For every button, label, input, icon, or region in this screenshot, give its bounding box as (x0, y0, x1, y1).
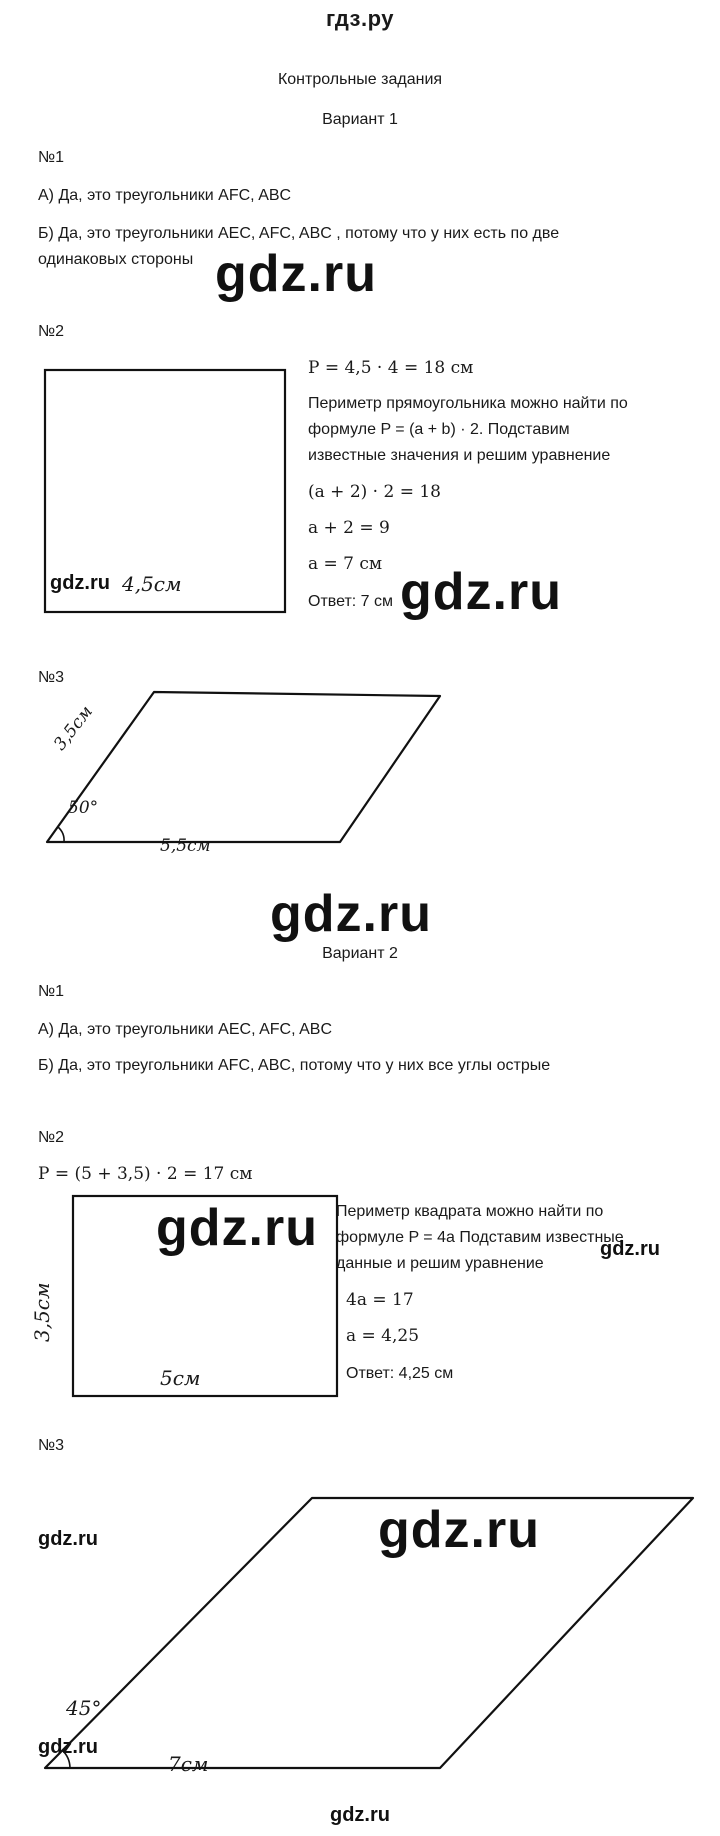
v2-task3-base-label: 7см (168, 1752, 209, 1776)
v1-task3-parallelogram (47, 692, 440, 842)
v1-task2-side-label: 4,5см (122, 572, 182, 596)
v2-task3-parallelogram (45, 1498, 693, 1768)
variant1-title: Вариант 1 (322, 111, 398, 128)
watermark: gdz.ru (215, 245, 377, 303)
v1-task2-eq2: a + 2 = 9 (308, 518, 390, 538)
watermark: gdz.ru (50, 572, 110, 594)
v1-task1-answer-b-line1: Б) Да, это треугольники AEC, AFC, ABC , потому что у них есть по две (38, 225, 560, 242)
v2-task1-number: №1 (38, 983, 65, 1000)
v2-task3-angle-arc (62, 1750, 70, 1768)
v2-task2-base-label: 5см (160, 1366, 201, 1390)
watermark: gdz.ru (156, 1199, 318, 1257)
v2-task2-text-line3: данные и решим уравнение (336, 1255, 544, 1272)
v1-task2-text-line1: Периметр прямоугольника можно найти по (308, 395, 628, 412)
v1-task2-number: №2 (38, 323, 65, 340)
v2-task3-number: №3 (38, 1437, 65, 1454)
v2-task2-eq2: a = 4,25 (346, 1326, 420, 1346)
watermark: gdz.ru (270, 885, 432, 943)
watermark: gdz.ru (400, 563, 562, 621)
v1-task3-base-label: 5,5см (160, 836, 211, 856)
v1-task2-formula: P = 4,5 · 4 = 18 см (308, 358, 474, 378)
v2-task2-answer: Ответ: 4,25 см (346, 1365, 454, 1382)
v1-task3-side-label: 3,5см (50, 702, 97, 755)
variant2-title: Вариант 2 (322, 945, 398, 962)
watermark: gdz.ru (38, 1528, 98, 1550)
watermark: gdz.ru (38, 1736, 98, 1758)
v2-task2-text-line1: Периметр квадрата можно найти по (336, 1203, 604, 1220)
footer-watermark: gdz.ru (330, 1804, 390, 1826)
v1-task3-angle-label: 50° (68, 798, 99, 818)
watermark: gdz.ru (378, 1501, 540, 1559)
v2-task2-rectangle (73, 1196, 337, 1396)
v1-task1-answer-a: А) Да, это треугольники AFC, ABC (38, 187, 292, 204)
v1-task2-eq1: (a + 2) · 2 = 18 (308, 482, 441, 502)
v1-task1-number: №1 (38, 149, 65, 166)
v2-task2-text-line2: формуле P = 4a Подставим известные (336, 1229, 624, 1246)
v1-task1-answer-b-line2: одинаковых стороны (38, 251, 194, 268)
v1-task2-eq3: a = 7 см (308, 554, 383, 574)
page-heading: Контрольные задания (277, 71, 443, 88)
watermark: gdz.ru (600, 1238, 660, 1260)
v2-task2-formula: P = (5 + 3,5) · 2 = 17 см (38, 1164, 253, 1184)
v1-task3-number: №3 (38, 669, 65, 686)
v2-task1-answer-a: А) Да, это треугольники AEC, AFC, ABC (38, 1021, 332, 1038)
v1-task2-square (45, 370, 285, 612)
v1-task2-text-line3: известные значения и решим уравнение (308, 447, 611, 464)
v2-task3-angle-label: 45° (66, 1696, 102, 1720)
v2-task2-side-label: 3,5см (30, 1282, 54, 1342)
site-title: гдз.ру (326, 6, 394, 31)
v1-task3-angle-arc (58, 827, 64, 842)
v1-task2-text-line2: формуле P = (a + b) · 2. Подставим (308, 421, 570, 438)
v2-task1-answer-b: Б) Да, это треугольники AFC, ABC, потому что у них все углы острые (38, 1057, 551, 1074)
v2-task2-eq1: 4a = 17 (346, 1290, 414, 1310)
v2-task2-number: №2 (38, 1129, 65, 1146)
v1-task2-answer: Ответ: 7 см (308, 593, 394, 610)
